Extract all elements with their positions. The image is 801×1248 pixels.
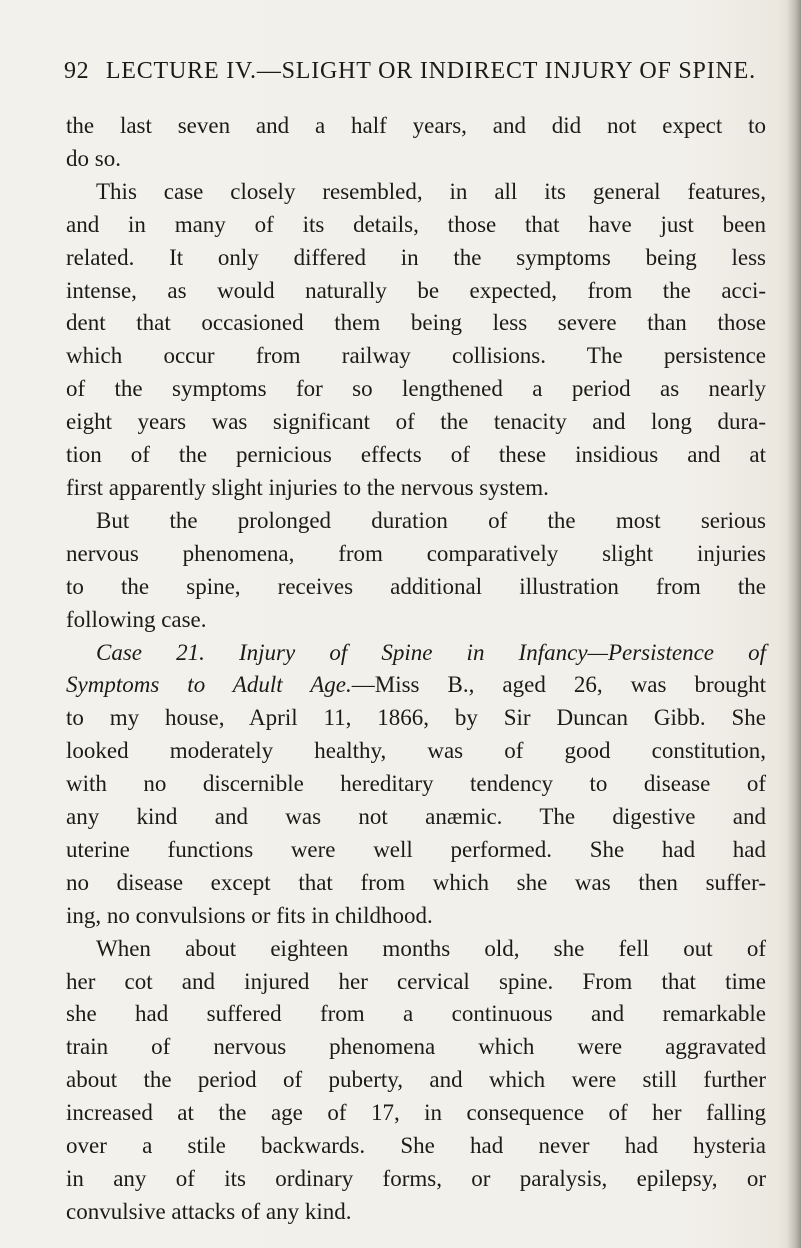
text-line: in any of its ordinary forms, or paralysis, epilepsy, or [66,1166,766,1191]
case-heading-line-2 [66,669,766,702]
case-intro-text: —Miss B., aged 26, was brought [351,672,766,698]
text-line: related. It only differed in the symptoms being less [66,244,766,270]
text-line: about the period of puberty, and which were still further [66,1067,766,1093]
text-line: train of nervous phenomena which were aggravated [66,1034,766,1060]
text-line: to the spine, receives additional illustration from the [66,573,766,599]
running-title: LECTURE IV.—SLIGHT OR INDIRECT INJURY OF SPINE. [105,58,756,84]
text-line: she had suffered from a continuous and remarkable [66,1001,766,1027]
text-line: convulsive attacks of any kind. [66,1198,352,1224]
running-header [64,58,764,85]
text-line: increased at the age of 17, in consequence of her falling [66,1100,766,1126]
text-line: intense, as would naturally be expected, from the acci- [66,277,766,303]
text-line: first apparently slight injuries to the nervous system. [66,474,549,500]
page-number: 92 [64,58,90,84]
case-title-continued: Symptoms to Adult Age. [66,672,352,698]
text-line: uterine functions were well performed. She had had [66,836,766,862]
text-line: to my house, April 11, 1866, by Sir Duncan Gibb. She [66,705,766,731]
body-text [66,110,766,1229]
text-line: nervous phenomena, from comparatively slight injuries [66,540,766,566]
text-line: looked moderately healthy, was of good constitution, [66,738,766,764]
text-line: This case closely resembled, in all its general features, [96,178,766,204]
text-line: and in many of its details, those that have just been [66,211,766,237]
text-line: dent that occasioned them being less severe than those [66,310,766,336]
text-line: with no discernible hereditary tendency to disease of [66,771,766,797]
page-edge-shadow [787,0,801,1248]
text-line: which occur from railway collisions. The persistence [66,343,766,369]
case-heading-line [66,637,766,670]
text-line: do so. [66,145,121,171]
text-line: tion of the pernicious effects of these insidious and at [66,442,766,468]
case-number: Case 21. [96,639,205,665]
text-line: no disease except that from which she was then suffer- [66,869,766,895]
text-line: When about eighteen months old, she fell out of [96,935,766,961]
text-line: of the symptoms for so lengthened a period as nearly [66,376,766,402]
text-line: eight years was significant of the tenacity and long dura- [66,409,766,435]
text-line: following case. [66,606,207,632]
text-line: any kind and was not anæmic. The digestive and [66,804,766,830]
text-line: ing, no convulsions or fits in childhood. [66,902,433,928]
text-line: over a stile backwards. She had never had hysteria [66,1133,766,1159]
text-line: the last seven and a half years, and did not expect to [66,113,766,138]
text-line: her cot and injured her cervical spine. From that time [66,968,766,994]
text-line: But the prolonged duration of the most serious [96,507,766,533]
case-title: Injury of Spine in Infancy—Persistence of [239,639,767,665]
